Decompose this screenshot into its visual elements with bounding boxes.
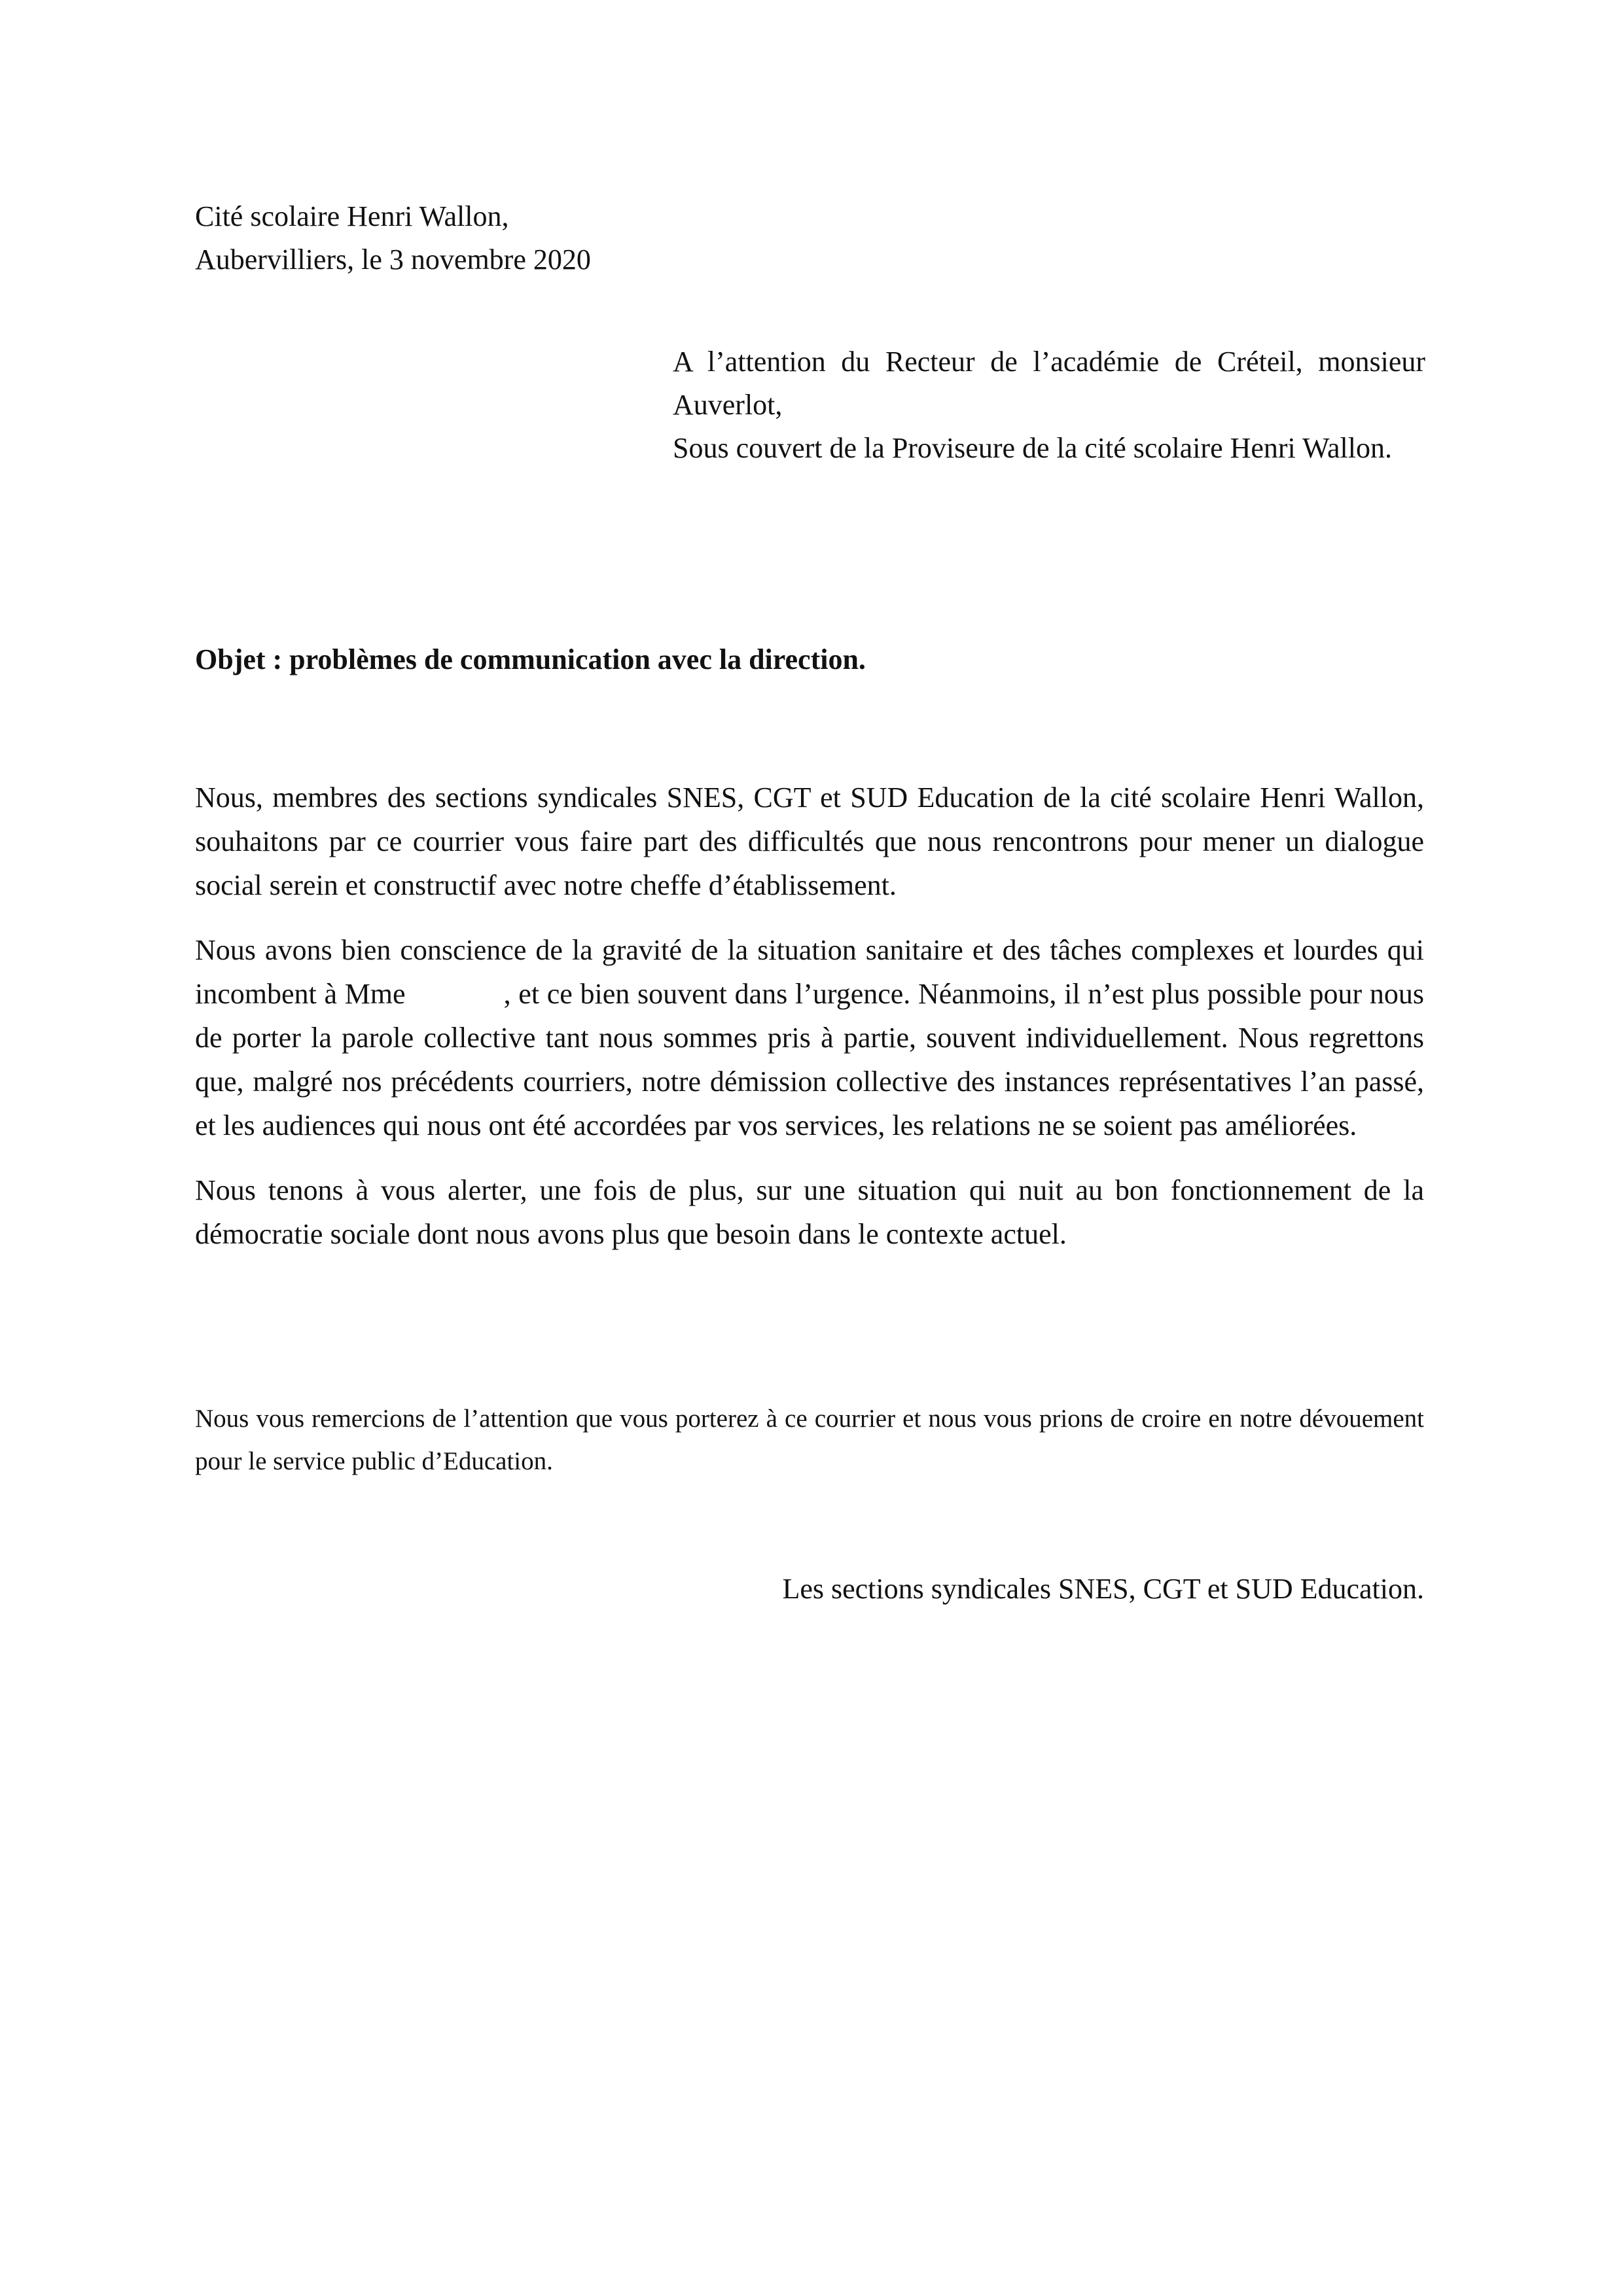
letter-subject: Objet : problèmes de communication avec la direction. xyxy=(195,643,866,675)
recipient-line-1: A l’attention du Recteur de l’académie de Créteil, monsieur Auverlot, xyxy=(673,346,1425,421)
body-paragraph-2 xyxy=(195,928,1424,1147)
sender-line-2: Aubervilliers, le 3 novembre 2020 xyxy=(195,243,591,276)
letter-body xyxy=(195,776,1424,1277)
body-paragraph-2-start: Nous avons bien conscience de la gravité de la situation sanitaire et des tâches complexes et lourdes qui incombent à Mme xyxy=(195,934,1424,1010)
body-paragraph-3: Nous tenons à vous alerter, une fois de plus, sur une situation qui nuit au bon fonctionnement de la démocratie sociale dont nous avons plus que besoin dans le contexte actuel. xyxy=(195,1174,1424,1250)
recipient-block xyxy=(673,340,1425,470)
closing-text: Nous vous remercions de l’attention que vous porterez à ce courrier et nous vous prions de croire en notre dévouement pour le service public d’Education. xyxy=(195,1405,1424,1475)
body-paragraph-1: Nous, membres des sections syndicales SNES, CGT et SUD Education de la cité scolaire Henri Wallon, souhaitons par ce courrier vous faire part des difficultés que nous rencontrons pour mener un dialogue social serein et constructif avec notre cheffe d’établissement. xyxy=(195,781,1424,901)
signature: Les sections syndicales SNES, CGT et SUD Education. xyxy=(782,1573,1424,1605)
body-paragraph-2-end: , et ce bien souvent dans l’urgence. Néanmoins, il n’est plus possible pour nous de porter la parole collective tant nous sommes pris à partie, souvent individuellement. Nous regrettons que, malgré nos précédents courriers, notre démission collective des instances représentatives l’an passé, et les audiences qui nous ont été accordées par vos services, les relations ne se soient pas améliorées. xyxy=(195,978,1425,1141)
closing-formula xyxy=(195,1397,1424,1482)
sender-address xyxy=(195,195,784,281)
sender-line-1: Cité scolaire Henri Wallon, xyxy=(195,200,509,232)
recipient-line-2: Sous couvert de la Proviseure de la cité scolaire Henri Wallon. xyxy=(673,432,1392,464)
